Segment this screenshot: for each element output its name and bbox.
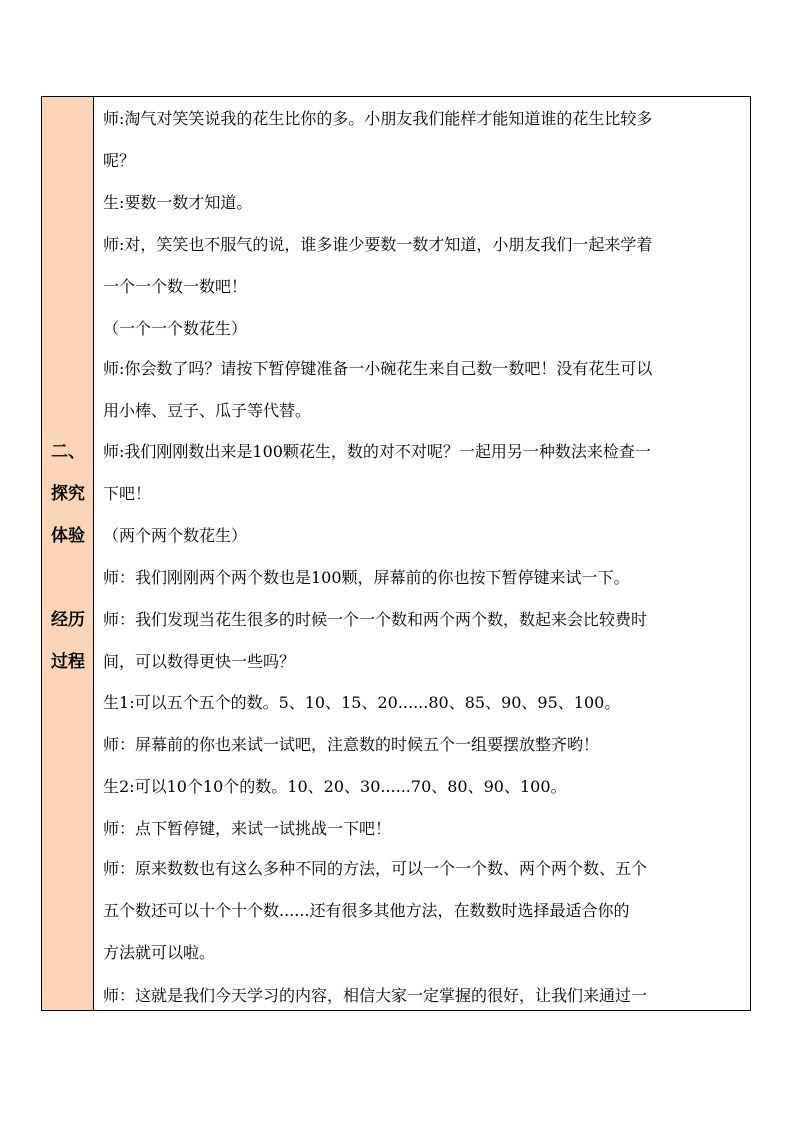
dialogue-line: 一个一个数一数吧！ [103,277,248,296]
dialogue-line: （两个两个数花生） [103,526,248,545]
dialogue-line: 师:你会数了吗？请按下暂停键准备一小碗花生来自己数一数吧！没有花生可以 [103,359,653,378]
section-title-line-2: 体验 [51,526,85,546]
dialogue-line: 师：屏幕前的你也来试一试吧，注意数的时候五个一组要摆放整齐哟！ [103,735,600,754]
dialogue-line: 呢？ [103,151,136,170]
dialogue-line: 师：点下暂停键，来试一试挑战一下吧！ [103,819,392,838]
section-subtitle-line-2: 过程 [51,652,85,672]
dialogue-line: 用小棒、豆子、瓜子等代替。 [103,401,312,420]
dialogue-line: 师:我们刚刚数出来是100颗花生，数的对不对呢？一起用另一种数法来检查一 [103,442,651,461]
dialogue-line: 师:对，笑笑也不服气的说，谁多谁少要数一数才知道，小朋友我们一起来学着 [103,235,653,254]
dialogue-line: 方法就可以啦。 [103,943,216,962]
section-title-line-1: 探究 [51,484,85,504]
content-cell [94,97,750,1010]
dialogue-line: 师：我们发现当花生很多的时候一个一个数和两个两个数，数起来会比较费时 [103,610,648,629]
dialogue-line: 间，可以数得更快一些吗？ [103,652,296,671]
dialogue-line: 师：这就是我们今天学习的内容，相信大家一定掌握的很好，让我们来通过一 [103,986,648,1005]
section-subtitle-line-1: 经历 [51,610,85,630]
dialogue-line: 下吧！ [103,484,152,503]
dialogue-line: 生1:可以五个五个的数。5、10、15、20......80、85、90、95、100。 [103,693,621,712]
section-heading-cell [42,97,94,1010]
dialogue-line: （一个一个数花生） [103,319,248,338]
dialogue-line: 师：原来数数也有这么多种不同的方法，可以一个一个数、两个两个数、五个 [103,859,648,878]
dialogue-line: 生:要数一数才知道。 [103,193,253,212]
dialogue-line: 师：我们刚刚两个两个数也是100颗，屏幕前的你也按下暂停键来试一下。 [103,568,630,587]
dialogue-line: 师:淘气对笑笑说我的花生比你的多。小朋友我们能样才能知道谁的花生比较多 [103,109,653,128]
dialogue-line: 五个数还可以十个十个数......还有很多其他方法，在数数时选择最适合你的 [103,901,630,920]
dialogue-line: 生2:可以10个10个的数。10、20、30......70、80、90、100。 [103,777,567,796]
section-number: 二、 [51,442,85,462]
lesson-table [41,96,751,1011]
